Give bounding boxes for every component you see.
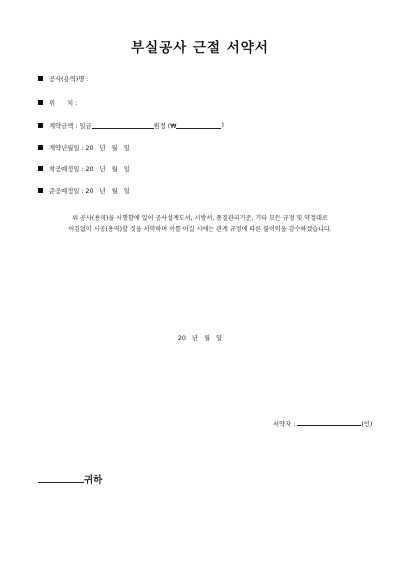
addressee-line [38,472,102,486]
field-contract-amount [38,121,224,130]
square-bullet-icon [38,188,43,193]
pledge-line-1: 위 공사(용역)을 시행함에 있어 공사설계도서, 시방서, 품질관리기준, 기타 모든 규정 및 약정대로 [72,215,328,222]
project-name-label: 공사(용역)명 : [49,76,89,83]
amount-number-blank[interactable] [176,122,224,129]
signing-date: 20 년 월 일 [177,335,223,342]
amount-korean-blank[interactable] [92,122,154,129]
field-location [38,98,77,107]
contract-amount-prefix: 계약금액 : 일금 [49,123,92,130]
start-date-label: 착공예정일 : 20 년 월 일 [49,166,130,173]
completion-date-label: 준공예정일 : 20 년 월 일 [49,188,130,195]
field-completion-date [38,186,130,195]
addressee-suffix: 귀하 [84,475,103,486]
seal-mark: (인) [361,421,373,428]
addressee-blank[interactable] [38,473,84,483]
field-contract-date [38,143,130,152]
signer-name-blank[interactable] [297,419,361,426]
signer-label: 서약자 : [273,421,296,428]
contract-amount-suffix: ) [221,122,224,129]
contract-date-label: 계약년월일 : 20 년 월 일 [49,145,130,152]
location-label: 위 치 : [49,100,78,107]
field-start-date [38,164,130,173]
contract-amount-mid: 원정 (₩ [153,123,177,130]
square-bullet-icon [38,123,43,128]
signer-line [273,419,372,428]
square-bullet-icon [38,100,43,105]
document-title: 부실공사 근절 서약서 [131,40,269,56]
square-bullet-icon [38,76,43,81]
pledge-line-2: 어김없이 시공(용역)할 것을 서약하며 이를 어길 시에는 관계 규정에 따른 불이익을 감수하겠습니다. [68,226,332,233]
square-bullet-icon [38,145,43,150]
pledge-paragraph [30,213,370,235]
field-project-name [38,74,88,83]
square-bullet-icon [38,166,43,171]
